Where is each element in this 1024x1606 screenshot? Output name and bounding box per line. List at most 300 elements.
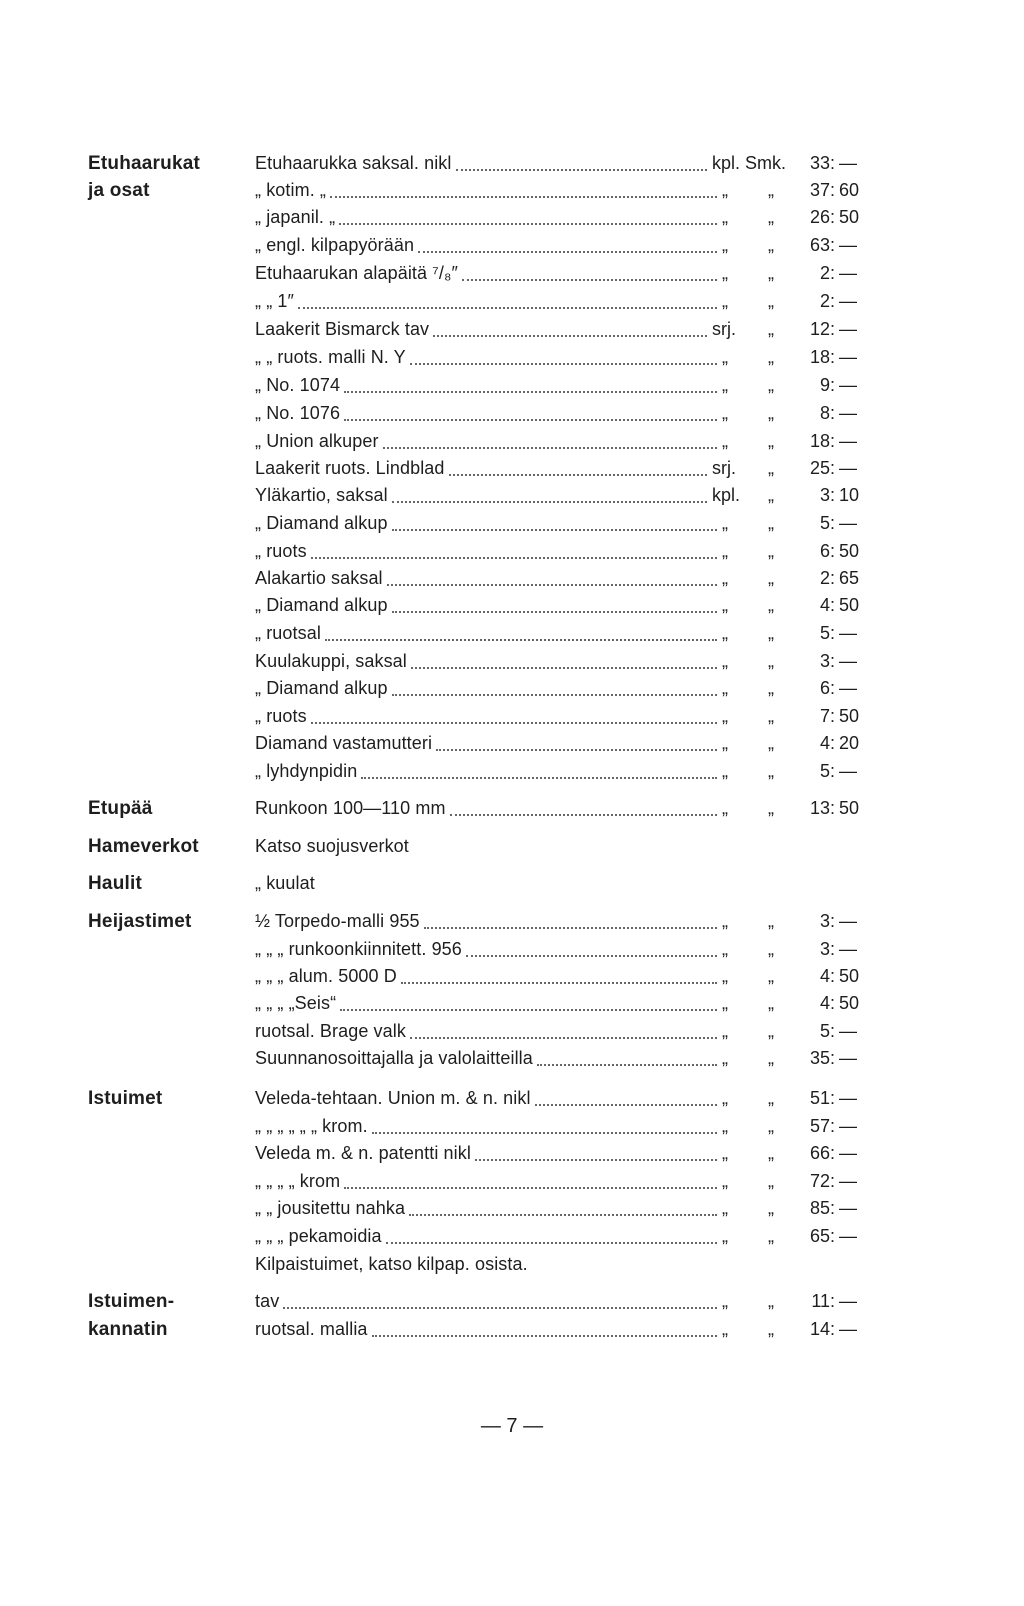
dot-leader	[401, 982, 717, 984]
unit-label: „	[722, 541, 728, 561]
ditto-mark: „	[768, 263, 774, 283]
price-row	[0, 1168, 1024, 1195]
price-row	[0, 1195, 1024, 1222]
unit-label: „	[722, 1116, 728, 1136]
ditto-mark: „	[768, 1143, 774, 1163]
price-penni: 50	[839, 798, 860, 818]
item-line	[255, 1140, 717, 1167]
price-row	[0, 936, 1024, 963]
item-description: „ „ 1″	[255, 291, 294, 311]
price	[795, 703, 877, 730]
item-line	[255, 675, 717, 702]
price-markka: 72:	[809, 1171, 835, 1191]
price-markka: 25:	[809, 458, 835, 478]
dot-leader	[433, 335, 707, 337]
price-penni: —	[839, 1088, 857, 1108]
item-line	[255, 1223, 717, 1250]
item-line	[255, 510, 717, 537]
price	[795, 963, 877, 990]
dot-leader	[392, 694, 717, 696]
item-line	[255, 565, 717, 592]
unit-label: „	[722, 798, 728, 818]
item-description: „ Union alkuper	[255, 431, 379, 451]
item-description: „ „ ruots. malli N. Y	[255, 347, 406, 367]
price	[795, 620, 877, 647]
item-line	[255, 758, 717, 785]
price-row	[0, 620, 1024, 647]
price-row	[0, 1045, 1024, 1072]
category-label: ja osat	[88, 180, 150, 201]
ditto-mark: „	[768, 623, 774, 643]
price	[795, 648, 877, 675]
item-description: Veleda-tehtaan. Union m. & n. nikl	[255, 1088, 531, 1108]
dot-leader	[361, 777, 717, 779]
item-description: Katso suojusverkot	[255, 836, 409, 856]
dot-leader	[311, 722, 717, 724]
item-line	[255, 400, 717, 427]
item-description: „ japanil. „	[255, 207, 336, 227]
item-description: Diamand vastamutteri	[255, 733, 433, 753]
item-line	[255, 1251, 717, 1278]
price-markka: 13:	[809, 798, 835, 818]
price-markka: 3:	[819, 911, 835, 931]
item-description: Yläkartio, saksal	[255, 485, 388, 505]
item-description: „ Diamand alkup	[255, 595, 388, 615]
price-penni: 50	[839, 595, 860, 615]
item-line	[255, 177, 717, 204]
price	[795, 510, 877, 537]
unit-label: „	[722, 1226, 728, 1246]
price	[795, 1251, 877, 1278]
item-description: Kilpaistuimet, katso kilpap. osista.	[255, 1254, 528, 1274]
price-markka: 14:	[809, 1319, 835, 1339]
price	[795, 150, 877, 177]
item-line	[255, 150, 707, 177]
dot-leader	[386, 1242, 717, 1244]
price-row	[0, 372, 1024, 399]
price-row	[0, 232, 1024, 259]
item-description: Veleda m. & n. patentti nikl	[255, 1143, 471, 1163]
ditto-mark: „	[768, 1116, 774, 1136]
price-penni: —	[839, 939, 857, 959]
price-penni: —	[839, 375, 857, 395]
unit-label: „	[722, 1291, 728, 1311]
price-markka: 4:	[819, 966, 835, 986]
unit-label: „	[722, 375, 728, 395]
unit-label: „	[722, 678, 728, 698]
item-description: Alakartio saksal	[255, 568, 383, 588]
dot-leader	[411, 667, 717, 669]
dot-leader	[344, 1187, 717, 1189]
price	[795, 344, 877, 371]
ditto-mark: „	[768, 651, 774, 671]
price	[795, 833, 877, 860]
dot-leader	[535, 1104, 717, 1106]
price	[795, 288, 877, 315]
ditto-mark: „	[768, 798, 774, 818]
price-penni: —	[839, 623, 857, 643]
price-penni: 50	[839, 706, 860, 726]
ditto-mark: „	[768, 595, 774, 615]
dot-leader	[283, 1307, 717, 1309]
price	[795, 795, 877, 822]
price-row	[0, 1251, 1024, 1278]
item-line	[255, 870, 717, 897]
price	[795, 1316, 877, 1343]
dot-leader	[410, 1037, 717, 1039]
unit-label: „	[722, 911, 728, 931]
item-line	[255, 1085, 717, 1112]
item-description: Suunnanosoittajalla ja valolaitteilla	[255, 1048, 533, 1068]
price-markka: 2:	[819, 568, 835, 588]
ditto-mark: „	[768, 485, 774, 505]
item-line	[255, 1316, 717, 1343]
price-markka: 18:	[809, 347, 835, 367]
price-markka: 3:	[819, 939, 835, 959]
ditto-mark: „	[768, 911, 774, 931]
unit-label: „	[722, 623, 728, 643]
price-row	[0, 1223, 1024, 1250]
ditto-mark: „	[768, 733, 774, 753]
price	[795, 758, 877, 785]
dot-leader	[339, 223, 717, 225]
item-line	[255, 908, 717, 935]
unit-label: srj.	[712, 458, 736, 478]
price-markka: 33:	[809, 153, 835, 173]
price	[795, 1223, 877, 1250]
price	[795, 1113, 877, 1140]
item-line	[255, 592, 717, 619]
dot-leader	[372, 1335, 717, 1337]
price	[795, 1018, 877, 1045]
item-description: „ „ jousitettu nahka	[255, 1198, 406, 1218]
dot-leader	[340, 1009, 717, 1011]
price-penni: —	[839, 291, 857, 311]
item-line	[255, 990, 717, 1017]
price-penni: 10	[839, 485, 860, 505]
unit-label: „	[722, 235, 728, 255]
price-penni: —	[839, 431, 857, 451]
price-row	[0, 730, 1024, 757]
price-markka: 57:	[809, 1116, 835, 1136]
ditto-mark: „	[768, 431, 774, 451]
price-row	[0, 795, 1024, 822]
ditto-mark: „	[768, 347, 774, 367]
price-markka: 5:	[819, 761, 835, 781]
price-markka: 11:	[811, 1291, 835, 1311]
ditto-mark: „	[768, 1319, 774, 1339]
unit-label: „	[722, 347, 728, 367]
price-penni: —	[839, 651, 857, 671]
ditto-mark: „	[768, 403, 774, 423]
dot-leader	[392, 529, 717, 531]
item-line	[255, 963, 717, 990]
price-penni: —	[839, 263, 857, 283]
price-row	[0, 675, 1024, 702]
item-description: „ „ „ pekamoidia	[255, 1226, 382, 1246]
item-description: ruotsal. Brage valk	[255, 1021, 406, 1041]
item-line	[255, 1018, 717, 1045]
price-penni: 65	[839, 568, 860, 588]
ditto-mark: „	[768, 1226, 774, 1246]
item-description: ½ Torpedo-malli 955	[255, 911, 420, 931]
ditto-mark: „	[768, 706, 774, 726]
ditto-mark: „	[768, 568, 774, 588]
item-line	[255, 232, 717, 259]
price-penni: 20	[839, 733, 860, 753]
price-row	[0, 565, 1024, 592]
price-markka: 3:	[819, 651, 835, 671]
item-description: tav	[255, 1291, 280, 1311]
dot-leader	[344, 419, 717, 421]
price-penni: —	[839, 347, 857, 367]
item-line	[255, 455, 707, 482]
unit-label: srj.	[712, 319, 736, 339]
dot-leader	[372, 1132, 717, 1134]
item-line	[255, 620, 717, 647]
price-markka: 5:	[819, 623, 835, 643]
price-row	[0, 455, 1024, 482]
ditto-mark: „	[768, 513, 774, 533]
price	[795, 372, 877, 399]
price	[795, 260, 877, 287]
ditto-mark: „	[768, 678, 774, 698]
price	[795, 730, 877, 757]
ditto-mark: „	[768, 1198, 774, 1218]
price-row	[0, 288, 1024, 315]
item-description: ruotsal. mallia	[255, 1319, 368, 1339]
item-description: „ „ „ runkoonkiinnitett. 956	[255, 939, 462, 959]
price-row	[0, 648, 1024, 675]
price-penni: —	[839, 1048, 857, 1068]
price-penni: —	[839, 761, 857, 781]
price-row	[0, 177, 1024, 204]
price	[795, 482, 877, 509]
dot-leader	[344, 391, 717, 393]
price-markka: 6:	[819, 541, 835, 561]
price-markka: 37:	[809, 180, 835, 200]
price-markka: 18:	[809, 431, 835, 451]
item-description: „ ruots	[255, 541, 307, 561]
item-description: Runkoon 100—110 mm	[255, 798, 446, 818]
price-row	[0, 204, 1024, 231]
item-line	[255, 703, 717, 730]
price-row	[0, 428, 1024, 455]
price-markka: 8:	[819, 403, 835, 423]
unit-label: „	[722, 1048, 728, 1068]
price	[795, 204, 877, 231]
price-markka: 66:	[809, 1143, 835, 1163]
price-penni: —	[839, 513, 857, 533]
price	[795, 870, 877, 897]
price-row	[0, 316, 1024, 343]
price	[795, 232, 877, 259]
item-line	[255, 1045, 717, 1072]
price-markka: 35:	[809, 1048, 835, 1068]
price	[795, 908, 877, 935]
ditto-mark: „	[768, 319, 774, 339]
price	[795, 936, 877, 963]
item-description: „ Diamand alkup	[255, 678, 388, 698]
price-penni: —	[839, 458, 857, 478]
price-row	[0, 592, 1024, 619]
dot-leader	[330, 196, 717, 198]
ditto-mark: „	[768, 291, 774, 311]
price-row	[0, 833, 1024, 860]
unit-label: „	[722, 568, 728, 588]
price	[795, 1045, 877, 1072]
ditto-mark: „	[768, 1291, 774, 1311]
unit-label: „	[722, 431, 728, 451]
unit-label: „	[722, 180, 728, 200]
item-line	[255, 1168, 717, 1195]
price	[795, 990, 877, 1017]
item-line	[255, 482, 707, 509]
price	[795, 675, 877, 702]
item-description: Laakerit Bismarck tav	[255, 319, 430, 339]
price-markka: 63:	[809, 235, 835, 255]
category-label: Etupää	[88, 798, 153, 819]
category-label: Istuimen-	[88, 1291, 175, 1312]
category-label: Istuimet	[88, 1088, 163, 1109]
unit-label: „	[722, 513, 728, 533]
price-markka: 65:	[809, 1226, 835, 1246]
category-label: Heijastimet	[88, 911, 192, 932]
price-penni: 50	[839, 993, 860, 1013]
price-markka: 2:	[819, 263, 835, 283]
price-penni: —	[839, 1198, 857, 1218]
price-row	[0, 400, 1024, 427]
price-markka: 4:	[819, 993, 835, 1013]
price	[795, 1288, 877, 1315]
category-label: Hameverkot	[88, 836, 199, 857]
price	[795, 565, 877, 592]
dot-leader	[409, 1214, 717, 1216]
ditto-mark: „	[768, 761, 774, 781]
price-penni: —	[839, 235, 857, 255]
dot-leader	[298, 307, 717, 309]
page-number: — 7 —	[480, 1415, 544, 1437]
price-row	[0, 870, 1024, 897]
price-row	[0, 150, 1024, 177]
item-description: „ „ „ „Seis“	[255, 993, 337, 1013]
price	[795, 538, 877, 565]
price	[795, 428, 877, 455]
item-description: „ engl. kilpapyörään	[255, 235, 415, 255]
dot-leader	[383, 447, 717, 449]
price-markka: 4:	[819, 595, 835, 615]
unit-label: „	[722, 939, 728, 959]
category-label: Haulit	[88, 873, 142, 894]
item-line	[255, 204, 717, 231]
item-description: „ „ „ „ krom	[255, 1171, 341, 1191]
category-label: Etuhaarukat	[88, 153, 201, 174]
item-line	[255, 316, 707, 343]
price	[795, 1085, 877, 1112]
price-row	[0, 538, 1024, 565]
price-penni: —	[839, 1226, 857, 1246]
unit-label: „	[722, 651, 728, 671]
category-label: kannatin	[88, 1319, 168, 1340]
unit-label: „	[722, 706, 728, 726]
price-markka: 9:	[819, 375, 835, 395]
price-row	[0, 1316, 1024, 1343]
unit-label: „	[722, 595, 728, 615]
dot-leader	[392, 611, 717, 613]
price-penni: —	[839, 1116, 857, 1136]
item-description: „ Diamand alkup	[255, 513, 388, 533]
price	[795, 316, 877, 343]
dot-leader	[392, 501, 707, 503]
price-penni: —	[839, 1319, 857, 1339]
item-line	[255, 936, 717, 963]
dot-leader	[475, 1159, 717, 1161]
price-penni: —	[839, 153, 857, 173]
price-row	[0, 510, 1024, 537]
item-description: „ No. 1074	[255, 375, 341, 395]
ditto-mark: „	[768, 1021, 774, 1041]
price-penni: —	[839, 319, 857, 339]
dot-leader	[450, 814, 717, 816]
price-penni: —	[839, 678, 857, 698]
price-markka: 51:	[809, 1088, 835, 1108]
price-penni: 50	[839, 207, 860, 227]
dot-leader	[311, 557, 717, 559]
unit-label: „	[722, 263, 728, 283]
ditto-mark: „	[768, 458, 774, 478]
price-row	[0, 1085, 1024, 1112]
dot-leader	[436, 749, 717, 751]
price-penni: —	[839, 1021, 857, 1041]
unit-label: kpl. Smk.	[712, 153, 787, 173]
price-penni: —	[839, 403, 857, 423]
price	[795, 592, 877, 619]
dot-leader	[537, 1064, 717, 1066]
item-line	[255, 833, 717, 860]
price-markka: 12:	[809, 319, 835, 339]
item-line	[255, 372, 717, 399]
unit-label: „	[722, 966, 728, 986]
unit-label: „	[722, 733, 728, 753]
ditto-mark: „	[768, 1171, 774, 1191]
item-line	[255, 344, 717, 371]
price-row	[0, 758, 1024, 785]
price-row	[0, 908, 1024, 935]
price-markka: 4:	[819, 733, 835, 753]
price	[795, 1168, 877, 1195]
item-description: „ ruotsal	[255, 623, 321, 643]
price-markka: 5:	[819, 513, 835, 533]
item-description: „ No. 1076	[255, 403, 341, 423]
price-row	[0, 1288, 1024, 1315]
ditto-mark: „	[768, 235, 774, 255]
ditto-mark: „	[768, 207, 774, 227]
unit-label: „	[722, 1143, 728, 1163]
price	[795, 400, 877, 427]
price-penni: —	[839, 1291, 857, 1311]
price-markka: 3:	[819, 485, 835, 505]
price-row	[0, 963, 1024, 990]
dot-leader	[418, 251, 717, 253]
unit-label: „	[722, 761, 728, 781]
item-description: „ kuulat	[255, 873, 315, 893]
price	[795, 1195, 877, 1222]
unit-label: „	[722, 403, 728, 423]
unit-label: „	[722, 1021, 728, 1041]
item-line	[255, 288, 717, 315]
price-markka: 85:	[809, 1198, 835, 1218]
price-row	[0, 703, 1024, 730]
